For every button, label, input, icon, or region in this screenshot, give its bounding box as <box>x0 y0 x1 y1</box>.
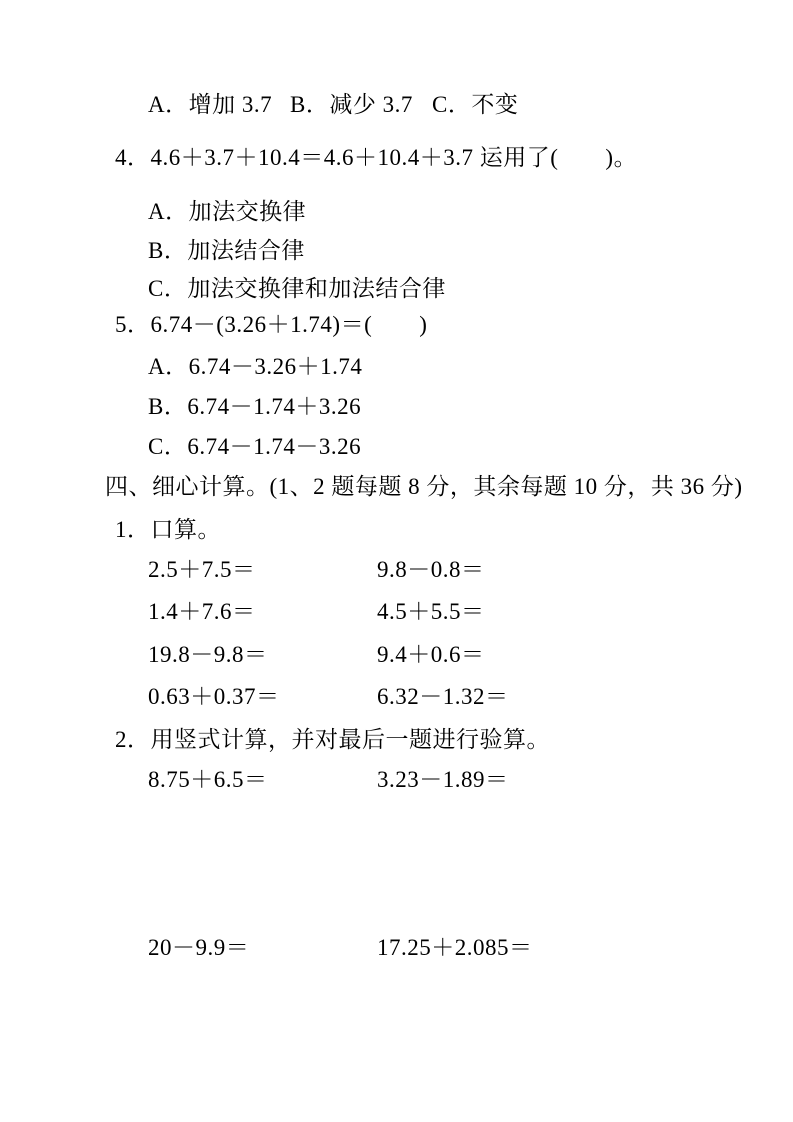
oral-problem: 19.8－9.8＝ <box>148 642 268 667</box>
oral-problem: 9.8－0.8＝ <box>377 557 485 582</box>
q5-option-c: C．6.74－1.74－3.26 <box>148 434 362 459</box>
q4-option-b: B．加法结合律 <box>148 238 305 263</box>
vertical-problem: 20－9.9＝ <box>148 935 250 960</box>
sub1-title: 1．口算。 <box>115 517 221 542</box>
q4-option-a: A．加法交换律 <box>148 199 307 224</box>
q4-option-c: C．加法交换律和加法结合律 <box>148 276 446 301</box>
vertical-problem: 17.25＋2.085＝ <box>377 935 533 960</box>
oral-problem: 9.4＋0.6＝ <box>377 642 485 667</box>
q3-option-b: B．减少 3.7 <box>290 92 413 117</box>
oral-problem: 6.32－1.32＝ <box>377 684 509 709</box>
oral-problem: 4.5＋5.5＝ <box>377 599 485 624</box>
q5-stem: 5．6.74－(3.26＋1.74)＝( ) <box>115 312 428 337</box>
vertical-problem: 3.23－1.89＝ <box>377 767 509 792</box>
sub2-title: 2．用竖式计算，并对最后一题进行验算。 <box>115 727 550 752</box>
oral-problem: 1.4＋7.6＝ <box>148 599 256 624</box>
section-4-heading: 四、细心计算。(1、2 题每题 8 分，其余每题 10 分，共 36 分) <box>105 474 743 499</box>
q3-option-a: A．增加 3.7 <box>148 92 273 117</box>
q5-option-a: A．6.74－3.26＋1.74 <box>148 354 363 379</box>
q4-stem: 4．4.6＋3.7＋10.4＝4.6＋10.4＋3.7 运用了( )。 <box>115 145 638 170</box>
q5-option-b: B．6.74－1.74＋3.26 <box>148 394 362 419</box>
oral-problem: 0.63＋0.37＝ <box>148 684 280 709</box>
oral-problem: 2.5＋7.5＝ <box>148 557 256 582</box>
vertical-problem: 8.75＋6.5＝ <box>148 767 268 792</box>
q3-option-c: C．不变 <box>432 92 519 117</box>
